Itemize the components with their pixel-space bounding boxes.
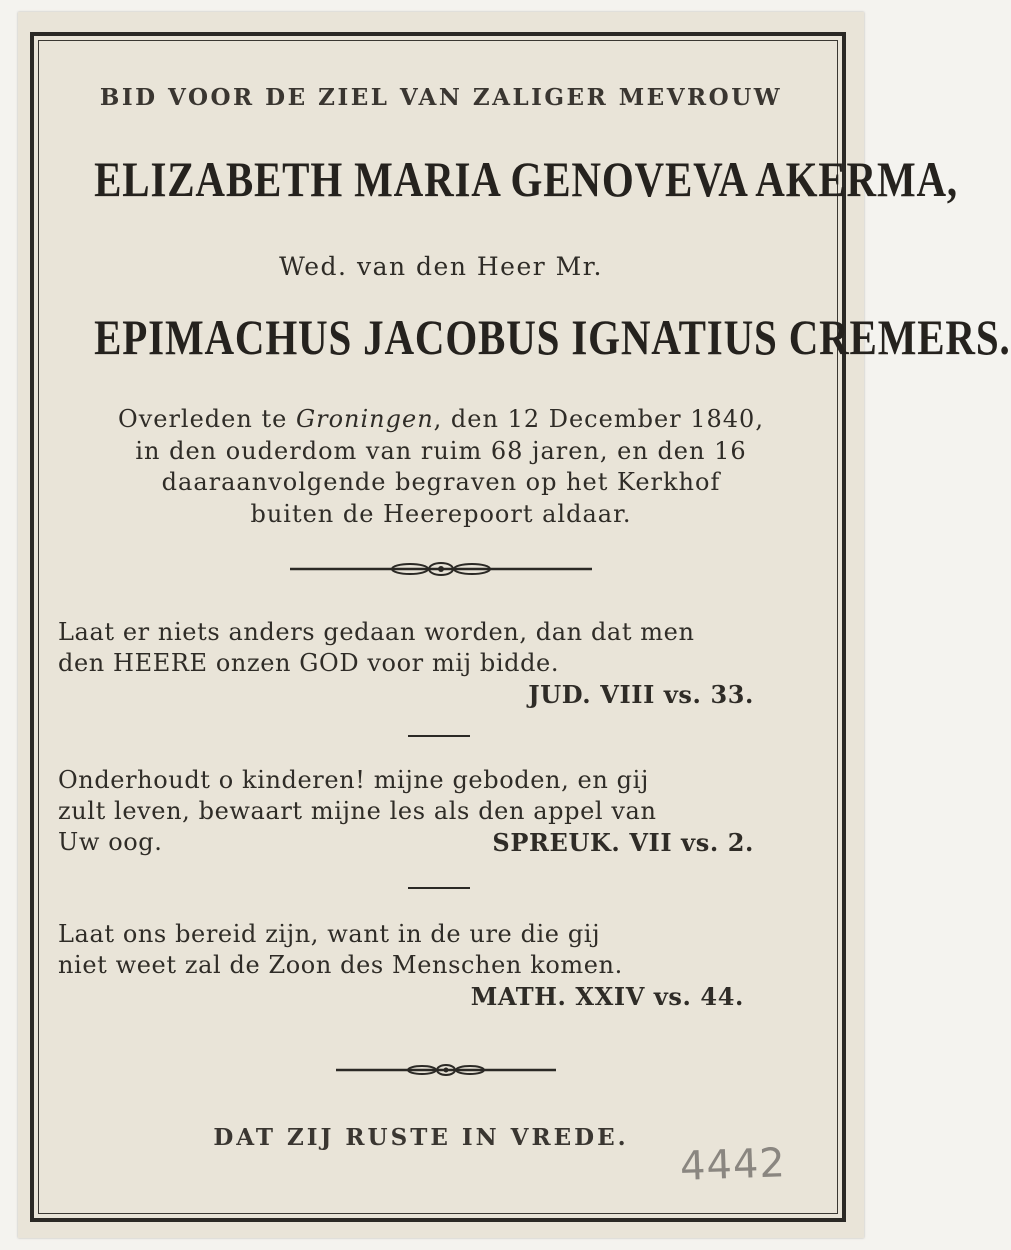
verse-3-reference: MATH. XXIV vs. 44. — [470, 982, 744, 1011]
verse-1 — [58, 618, 824, 709]
death-line-2: in den ouderdom van ruim 68 jaren, en den 16 — [135, 437, 747, 465]
husband-name: EPIMACHUS JACOBUS IGNATIUS CREMERS. — [94, 309, 1011, 365]
death-line-4: buiten de Heerepoort aldaar. — [250, 500, 632, 528]
verse-1-line-1: Laat er niets anders gedaan worden, dan dat men — [58, 618, 695, 646]
death-line-1b: , den 12 December 1840, — [433, 405, 764, 433]
verse-3 — [58, 920, 824, 1011]
deceased-name: ELIZABETH MARIA GENOVEVA AKERMA, — [94, 151, 958, 207]
verse-2-line-2: zult leven, bewaart mijne les als den appel van — [58, 797, 657, 825]
short-rule-2 — [408, 887, 470, 889]
verse-2-line-3 — [58, 828, 824, 857]
ornament-divider-bottom — [336, 1060, 556, 1080]
death-line-3: daaraanvolgende begraven op het Kerkhof — [161, 468, 721, 496]
short-rule-1 — [408, 735, 470, 737]
verse-2-line-1: Onderhoudt o kinderen! mijne geboden, en gij — [58, 766, 649, 794]
verse-2 — [58, 766, 824, 857]
invocation-text: BID VOOR DE ZIEL VAN ZALIGER MEVROUW — [99, 84, 783, 111]
closing-text: DAT ZIJ RUSTE IN VREDE. — [213, 1124, 629, 1151]
widow-of-text: Wed. van den Heer Mr. — [279, 252, 603, 281]
death-line-1 — [18, 405, 864, 433]
verse-3-line-1: Laat ons bereid zijn, want in de ure die gij — [58, 920, 601, 948]
inventory-number: 4442 — [679, 1140, 787, 1190]
ornament-divider-top — [290, 558, 592, 580]
verse-2-line-3-left: Uw oog. — [58, 828, 163, 856]
death-line-1a: Overleden te — [118, 405, 296, 433]
verse-1-reference: JUD. VIII vs. 33. — [528, 680, 754, 709]
death-place: Groningen — [295, 405, 434, 433]
memorial-card — [18, 12, 1011, 1238]
verse-1-line-2: den HEERE onzen GOD voor mij bidde. — [58, 649, 560, 677]
verse-2-reference: SPREUK. VII vs. 2. — [492, 828, 754, 857]
verse-3-line-2: niet weet zal de Zoon des Menschen komen. — [58, 951, 623, 979]
